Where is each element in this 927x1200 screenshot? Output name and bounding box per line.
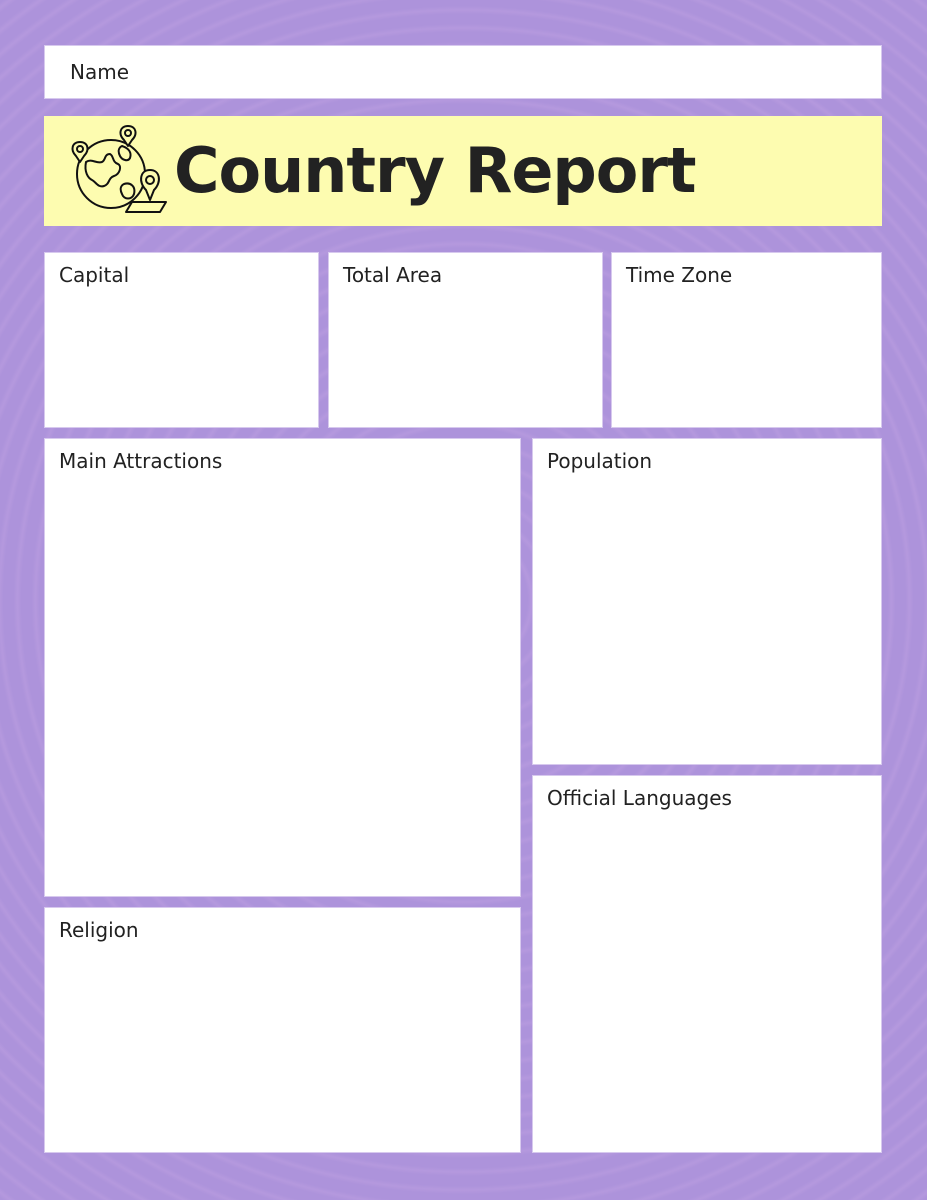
time-zone-label: Time Zone — [626, 263, 733, 287]
religion-field[interactable] — [44, 907, 521, 1153]
capital-label: Capital — [59, 263, 130, 287]
title-banner — [44, 116, 882, 226]
name-label: Name — [70, 60, 130, 84]
population-field[interactable] — [532, 438, 882, 765]
main-attractions-field[interactable] — [44, 438, 521, 897]
official-languages-label: Official Languages — [547, 786, 732, 810]
main-attractions-label: Main Attractions — [59, 449, 223, 473]
time-zone-field[interactable] — [611, 252, 882, 428]
capital-field[interactable] — [44, 252, 319, 428]
religion-label: Religion — [59, 918, 139, 942]
total-area-label: Total Area — [343, 263, 443, 287]
name-field[interactable] — [44, 45, 882, 99]
official-languages-field[interactable] — [532, 775, 882, 1153]
population-label: Population — [547, 449, 653, 473]
page-title: Country Report — [174, 134, 696, 207]
globe-map-pins-icon — [66, 124, 168, 218]
total-area-field[interactable] — [328, 252, 603, 428]
